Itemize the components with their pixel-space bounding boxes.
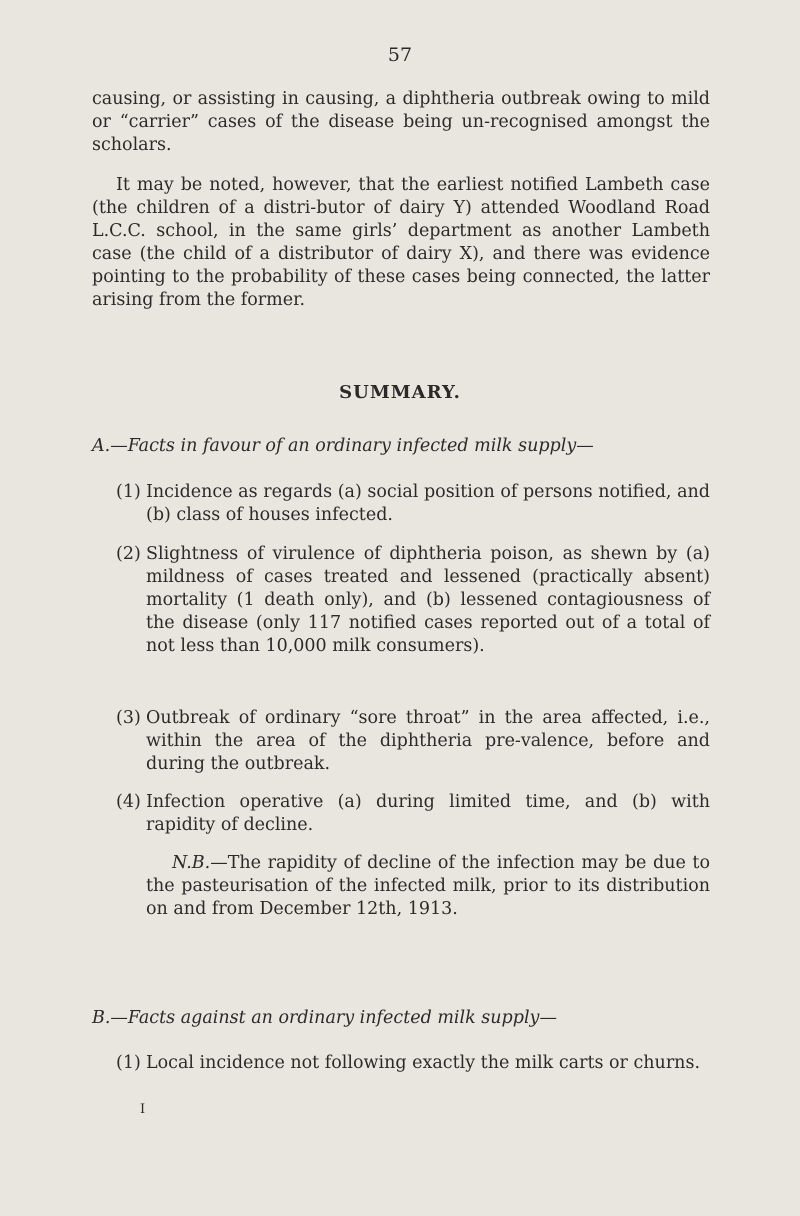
item-text: Infection operative (a) during limited time, and (b) with rapidity of decline. <box>146 792 710 835</box>
paragraph-1: causing, or assisting in causing, a diphtheria outbreak owing to mild or “carrier” cases of the disease being un-recognised amongst the scholars. <box>92 89 710 155</box>
signature-mark: I <box>140 1102 146 1117</box>
section-a-item-1 <box>116 481 710 527</box>
item-text: Outbreak of ordinary “sore throat” in the area affected, i.e., within the area of the diphtheria pre-valence, before and during the outbreak. <box>146 708 710 774</box>
item-number: (1) <box>116 482 141 502</box>
nota-bene-note <box>146 852 710 921</box>
item-number: (1) <box>116 1053 141 1073</box>
section-a-item-3 <box>116 707 710 776</box>
section-a-heading: A.—Facts in favour of an ordinary infected milk supply— <box>92 436 594 456</box>
page-number: 57 <box>387 44 413 66</box>
item-text: Incidence as regards (a) social position of persons notified, and (b) class of houses infected. <box>146 482 710 525</box>
paragraph-2: It may be noted, however, that the earliest notified Lambeth case (the children of a distri-butor of dairy Y) attended Woodland Road L.C.C. school, in the same girls’ department as another Lambeth case (the child of a distributor of dairy X), and there was evidence pointing to the probability of these cases being connected, the latter arising from the former. <box>92 175 710 310</box>
section-a-item-4 <box>116 791 710 837</box>
item-number: (2) <box>116 544 141 564</box>
section-b-item-1 <box>116 1052 710 1075</box>
section-a-item-2 <box>116 543 710 658</box>
section-b-heading: B.—Facts against an ordinary infected milk supply— <box>92 1008 557 1028</box>
nota-bene-text: —The rapidity of decline of the infection may be due to the pasteurisation of the infected milk, prior to its distribution on and from December 12th, 1913. <box>146 853 710 919</box>
item-text: Local incidence not following exactly the milk carts or churns. <box>146 1053 701 1073</box>
nota-bene-label: N.B. <box>172 853 211 873</box>
item-number: (3) <box>116 708 141 728</box>
item-number: (4) <box>116 792 141 812</box>
summary-title: SUMMARY. <box>339 382 461 403</box>
item-text: Slightness of virulence of diphtheria poison, as shewn by (a) mildness of cases treated and lessened (practically absent) mortality (1 death only), and (b) lessened contagiousness of the disease (only 117 notified cases reported out of a total of not less than 10,000 milk consumers). <box>146 544 710 656</box>
